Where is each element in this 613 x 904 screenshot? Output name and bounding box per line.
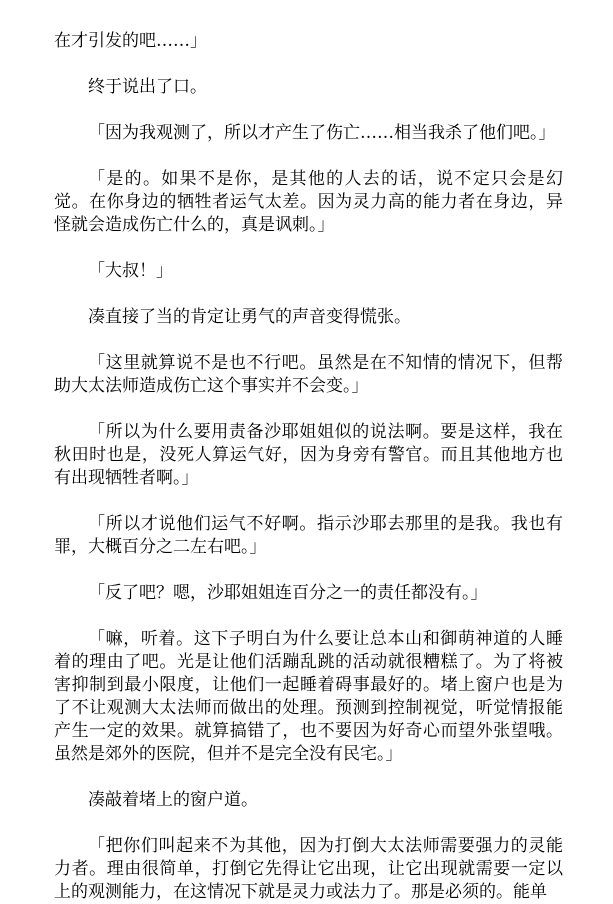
paragraph-1: 在才引发的吧……」 bbox=[54, 31, 207, 51]
paragraph-7: 「这里就算说不是也不行吧。虽然是在不知情的情况下，但帮助大太法师造成伤亡这个事实并不会变。」 bbox=[54, 353, 563, 396]
paragraph-2: 终于说出了口。 bbox=[88, 77, 207, 97]
paragraph-8: 「所以为什么要用责备沙耶姐姐似的说法啊。要是这样，我在秋田时也是，没死人算运气好，因为身旁有警官。而且其他地方也有出现牺牲者啊。」 bbox=[54, 422, 563, 488]
paragraph-5: 「大叔！」 bbox=[88, 261, 173, 281]
paragraph-12: 凑敲着堵上的窗户道。 bbox=[88, 790, 258, 810]
paragraph-13: 「把你们叫起来不为其他，因为打倒大太法师需要强力的灵能力者。理由很简单，打倒它先得让它出现，让它出现就需要一定以上的观测能力，在这情况下就是灵力或法力了。那是必须的。能单 bbox=[54, 836, 563, 902]
paragraph-9: 「所以才说他们运气不好啊。指示沙耶去那里的是我。我也有罪，大概百分之二左右吧。」 bbox=[54, 514, 563, 557]
paragraph-11: 「嘛，听着。这下子明白为什么要让总本山和御萌神道的人睡着的理由了吧。光是让他们活蹦乱跳的活动就很糟糕了。为了将被害抑制到最小限度，让他们一起睡着碍事最好的。堵上窗户也是为了不让观测大太法师而做出的处理。预测到控制视觉，听觉情报能产生一定的效果。就算搞错了，也不要因为好奇心而望外张望哦。虽然是郊外的医院，但并不是完全没有民宅。」 bbox=[54, 629, 563, 764]
paragraph-6: 凑直接了当的肯定让勇气的声音变得慌张。 bbox=[88, 307, 411, 327]
paragraph-3: 「因为我观测了，所以才产生了伤亡……相当我杀了他们吧。」 bbox=[88, 123, 556, 143]
paragraph-10: 「反了吧？嗯，沙耶姐姐连百分之一的责任都没有。」 bbox=[88, 583, 488, 603]
paragraph-4: 「是的。如果不是你，是其他的人去的话，说不定只会是幻觉。在你身边的牺牲者运气太差。因为灵力高的能力者在身边，异怪就会造成伤亡什么的，真是讽刺。」 bbox=[54, 169, 563, 235]
